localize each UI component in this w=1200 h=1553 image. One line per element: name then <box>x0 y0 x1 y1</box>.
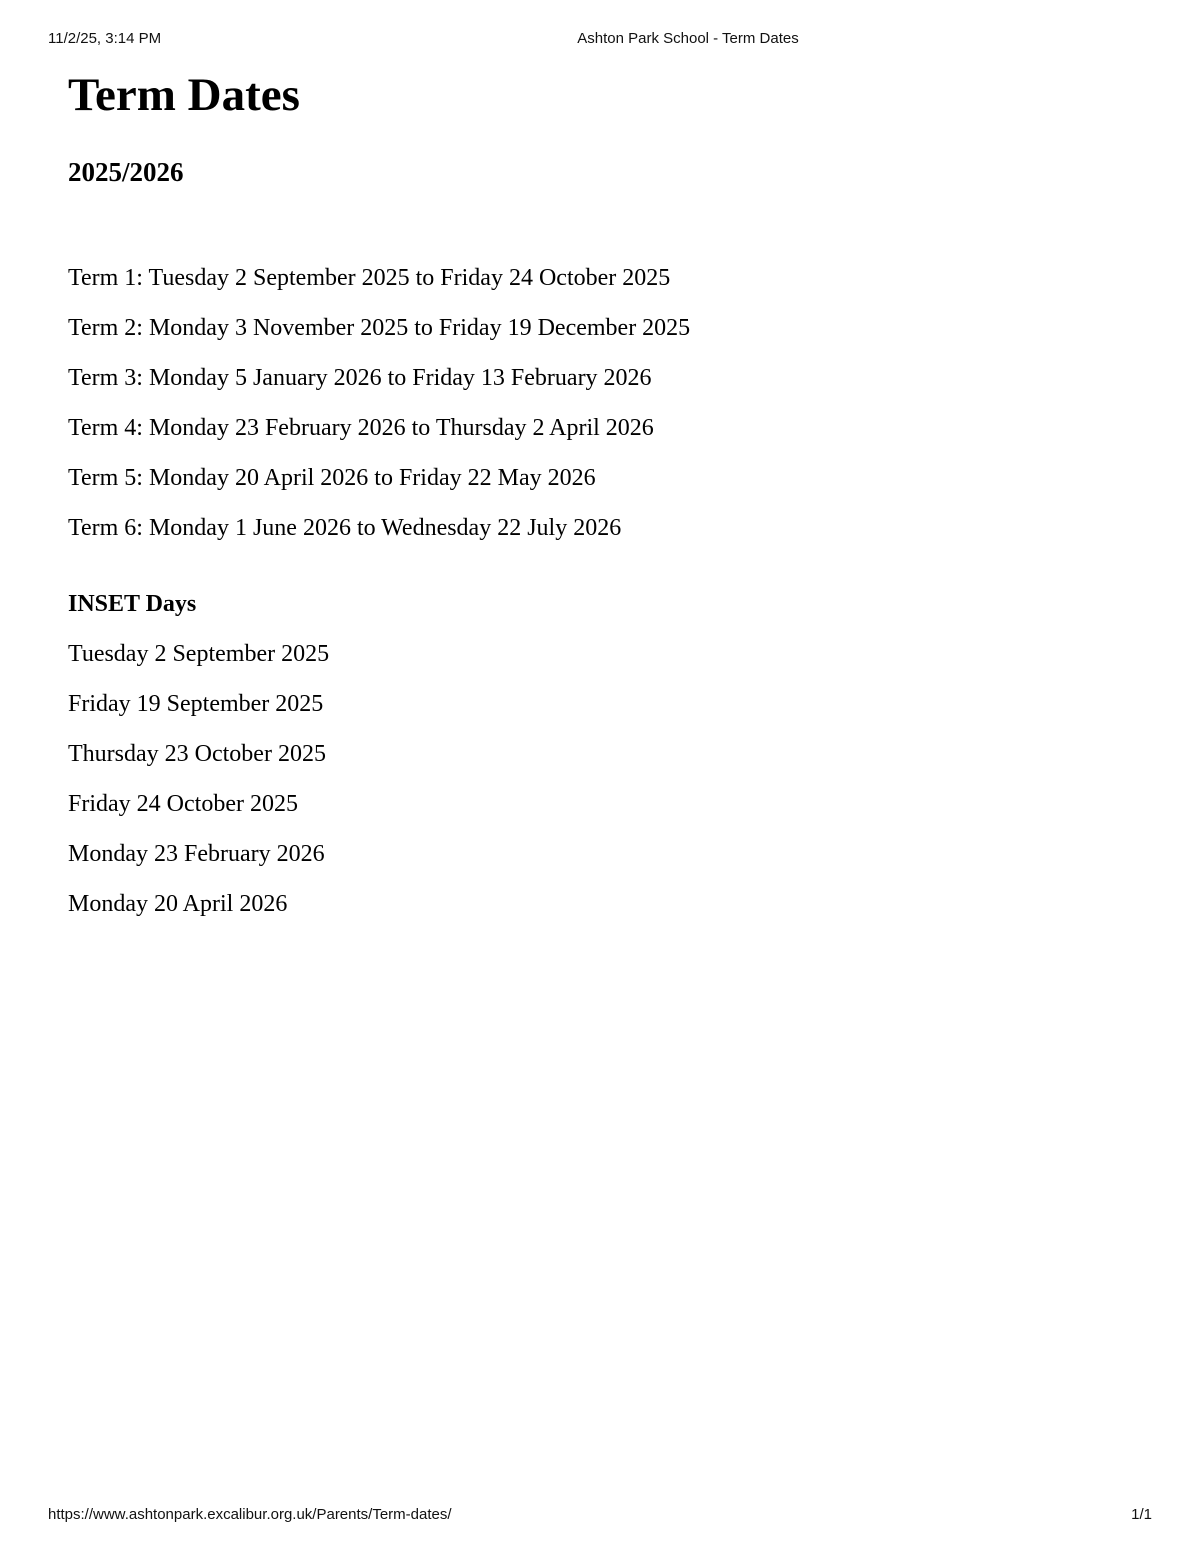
inset-days-heading: INSET Days <box>68 591 197 617</box>
term-item: Term 2: Monday 3 November 2025 to Friday 19 December 2025 <box>68 315 691 341</box>
print-footer <box>0 1506 1200 1526</box>
inset-day-item: Monday 20 April 2026 <box>68 891 288 917</box>
main-content <box>68 64 1148 939</box>
inset-day-item: Friday 24 October 2025 <box>68 791 298 817</box>
inset-day-item: Friday 19 September 2025 <box>68 691 324 717</box>
page-title: Term Dates <box>68 69 300 121</box>
term-item: Term 1: Tuesday 2 September 2025 to Friday 24 October 2025 <box>68 265 671 291</box>
term-item: Term 4: Monday 23 February 2026 to Thursday 2 April 2026 <box>68 415 654 441</box>
print-page-title: Ashton Park School - Term Dates <box>577 30 799 47</box>
print-datetime: 11/2/25, 3:14 PM <box>48 30 162 47</box>
print-page-count: 1/1 <box>1131 1506 1152 1523</box>
inset-days-list <box>68 639 1148 939</box>
inset-day-item: Thursday 23 October 2025 <box>68 741 326 767</box>
term-item: Term 6: Monday 1 June 2026 to Wednesday 22 July 2026 <box>68 515 622 541</box>
print-header <box>0 30 1200 50</box>
inset-day-item: Monday 23 February 2026 <box>68 841 325 867</box>
academic-year-heading: 2025/2026 <box>68 157 184 187</box>
term-item: Term 3: Monday 5 January 2026 to Friday 13 February 2026 <box>68 365 652 391</box>
inset-day-item: Tuesday 2 September 2025 <box>68 641 330 667</box>
term-item: Term 5: Monday 20 April 2026 to Friday 22 May 2026 <box>68 465 596 491</box>
print-url: https://www.ashtonpark.excalibur.org.uk/Parents/Term-dates/ <box>48 1506 452 1523</box>
terms-list <box>68 263 1148 563</box>
